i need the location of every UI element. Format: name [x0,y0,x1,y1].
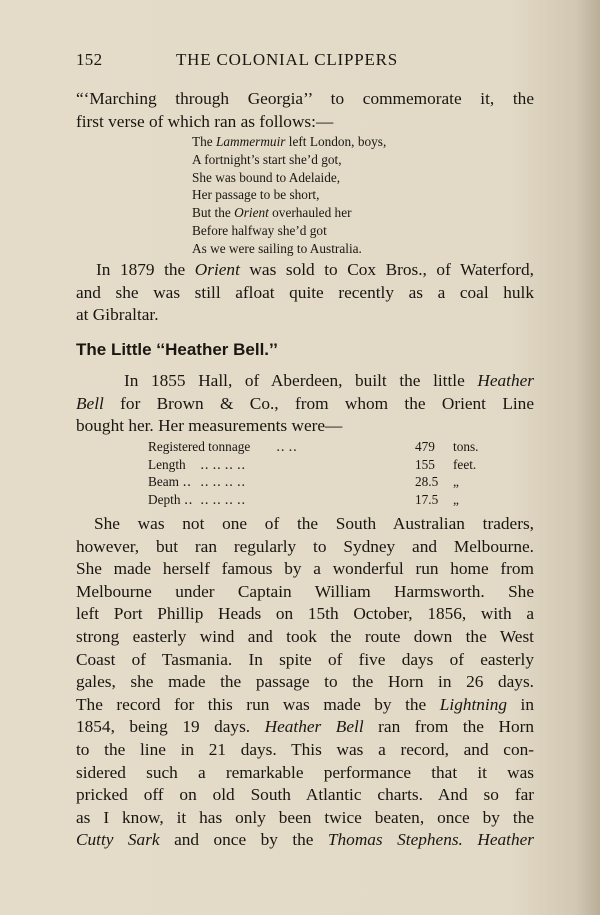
measurement-unit: „ [453,491,459,507]
measurements-table [148,438,488,508]
text-line: In 1879 the Orient was sold to Cox Bros., of Waterford, [96,260,535,279]
poem-line: Before halfway she’d got [192,222,327,238]
text-line: bought her. Her measurements were— [76,416,343,436]
measurement-value: 28.5 [415,474,439,489]
text-line: as I know, it has only been twice beaten, once by the [76,807,534,827]
measurement-row [148,438,488,456]
orient-paragraph [76,259,534,327]
text-line: Melbourne under Captain William Harmsworth. She [76,581,534,601]
text-line: sidered such a remarkable performance that it was [76,762,534,782]
measurement-unit: „ [453,474,459,489]
measurement-value: 155 [415,456,435,472]
measurement-label: Depth ‥ [148,491,193,507]
text-line: to the line in 21 days. This was a record, and con- [76,739,534,759]
text-line: Cutty Sark and once by the Thomas Stephens. Heather [76,830,535,850]
text-line: however, but ran regularly to Sydney and Melbourne. [76,536,534,556]
poem-line: But the Orient overhauled her [192,205,352,221]
text-line: She was not one of the South Australian traders, [94,514,534,533]
text-line: 1854, being 19 days. Heather Bell ran from the Horn [76,717,534,737]
text-line: strong easterly wind and took the route down the West [76,626,534,646]
measurement-label: Length [148,456,186,472]
leader-dots: ‥ ‥ ‥ ‥ [200,474,246,489]
text-line: She made herself famous by a wonderful run home from [76,559,534,579]
leader-dots: ‥ ‥ ‥ ‥ [200,491,246,507]
measurement-unit: feet. [453,456,477,472]
poem-line: As we were sailing to Australia. [192,240,362,256]
poem-line: Her passage to be short, [192,187,320,203]
measurement-row [148,491,488,509]
intro-paragraph [76,88,534,133]
page-number: 152 [76,50,103,69]
text-line: Coast of Tasmania. In spite of five days of easterly [76,649,534,669]
heather-intro-paragraph [76,370,534,438]
running-head: THE COLONIAL CLIPPERS [176,50,399,69]
poem-line: A fortnight’s start she’d got, [192,151,342,167]
leader-dots: ‥ ‥ [276,439,298,454]
text-line: The record for this run was made by the Lightning in [76,694,534,714]
measurement-row [148,456,488,474]
poem-verse [192,133,386,258]
leader-dots: ‥ ‥ ‥ ‥ [200,456,246,472]
page-header [76,50,534,74]
text-line: at Gibraltar. [76,305,159,325]
measurement-label: Beam ‥ [148,474,192,489]
text-line: left Port Phillip Heads on 15th October, 1856, with a [76,604,534,624]
measurement-unit: tons. [453,439,479,454]
body-paragraph [76,513,534,852]
text-line: and she was still afloat quite recently as a coal hulk [76,282,534,302]
text-line: pricked off on old South Atlantic charts. And so far [76,785,534,805]
text-line: In 1855 Hall, of Aberdeen, built the little Heather [124,371,534,390]
poem-line: She was bound to Adelaide, [192,169,341,185]
text-line: “‘Marching through Georgia’’ to commemorate it, the [76,89,534,108]
poem-line: The Lammermuir left London, boys, [192,134,387,149]
text-line: gales, she made the passage to the Horn in 26 days. [76,672,534,692]
measurement-label: Registered tonnage [148,439,251,454]
section-heading: The Little ‘‘Heather Bell.’’ [76,340,278,359]
text-line: Bell for Brown & Co., from whom the Orient Line [76,393,534,413]
text-line: first verse of which ran as follows:— [76,111,334,131]
measurement-value: 479 [415,439,435,454]
measurement-row [148,473,488,491]
measurement-value: 17.5 [415,491,439,507]
